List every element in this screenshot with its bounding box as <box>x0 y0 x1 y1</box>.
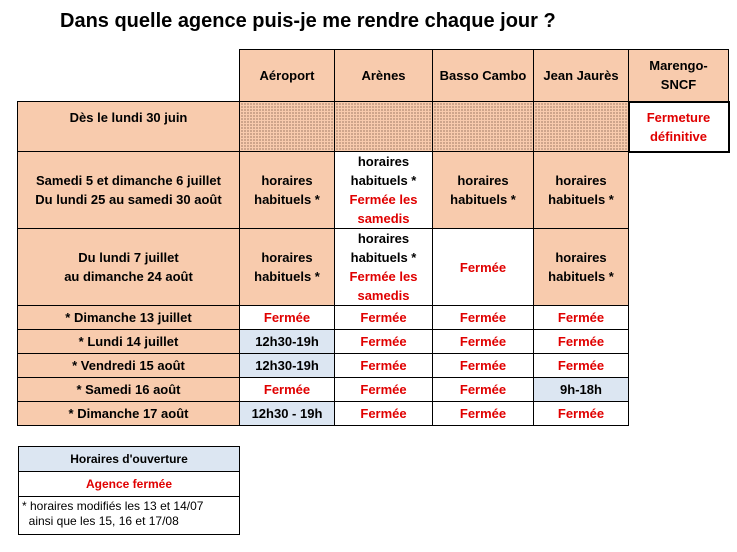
closed-cell: Fermée <box>240 378 335 402</box>
special-hours-cell: 12h30-19h <box>240 354 335 378</box>
row-label-line: Samedi 5 et dimanche 6 juillet <box>36 173 221 188</box>
row-label: * Dimanche 13 juillet <box>18 306 240 330</box>
table-row <box>18 330 729 354</box>
empty-cell <box>629 306 729 330</box>
table-row <box>18 229 729 306</box>
legend-agency-closed: Agence fermée <box>19 472 240 497</box>
closed-cell: Fermée <box>433 354 534 378</box>
empty-cell <box>629 152 729 229</box>
page-title: Dans quelle agence puis-je me rendre chaque jour ? <box>60 10 556 32</box>
footnote-line: ainsi que les 15, 16 et 17/08 <box>22 514 179 528</box>
empty-cell <box>629 229 729 306</box>
table-row <box>18 378 729 402</box>
row-label: * Dimanche 17 août <box>18 402 240 426</box>
header-row <box>18 50 729 102</box>
special-hours-cell: 12h30-19h <box>240 330 335 354</box>
empty-cell <box>629 354 729 378</box>
schedule-table <box>17 49 730 426</box>
hatched-cell <box>433 102 534 152</box>
col-header-arenes: Arènes <box>335 50 433 102</box>
legend-footnote <box>19 497 240 535</box>
hours-text: horaires habituels * <box>350 154 417 188</box>
col-header-aeroport: Aéroport <box>240 50 335 102</box>
table-row <box>18 354 729 378</box>
table-row <box>18 306 729 330</box>
row-label-line: au dimanche 24 août <box>64 269 193 284</box>
row-label <box>18 152 240 229</box>
legend-box <box>18 446 240 535</box>
hours-cell: horaires habituels * <box>240 229 335 306</box>
closed-cell: Fermée <box>534 330 629 354</box>
closed-cell: Fermée <box>433 229 534 306</box>
special-hours-cell: 9h-18h <box>534 378 629 402</box>
hours-cell: horaires habituels * <box>534 229 629 306</box>
footnote-line: * horaires modifiés les 13 et 14/07 <box>22 499 204 513</box>
hours-text: horaires habituels * <box>350 231 417 265</box>
col-header-basso-cambo: Basso Cambo <box>433 50 534 102</box>
row-label: * Lundi 14 juillet <box>18 330 240 354</box>
empty-cell <box>629 402 729 426</box>
corner-cell <box>18 50 240 102</box>
closed-cell: Fermée <box>335 378 433 402</box>
row-label: * Samedi 16 août <box>18 378 240 402</box>
closed-cell: Fermée <box>433 330 534 354</box>
row-label-line: Du lundi 7 juillet <box>78 250 179 265</box>
special-hours-cell: 12h30 - 19h <box>240 402 335 426</box>
closed-cell: Fermée <box>335 354 433 378</box>
empty-cell <box>629 330 729 354</box>
marengo-closure-cell: Fermeture définitive <box>629 102 729 152</box>
col-header-marengo-sncf: Marengo-SNCF <box>629 50 729 102</box>
row-label: Dès le lundi 30 juin <box>18 102 240 152</box>
table-row <box>18 402 729 426</box>
row-label-line: Du lundi 25 au samedi 30 août <box>35 192 222 207</box>
closed-cell: Fermée <box>240 306 335 330</box>
closed-cell: Fermée <box>433 306 534 330</box>
closed-cell: Fermée <box>335 330 433 354</box>
row-label <box>18 229 240 306</box>
table-row <box>18 152 729 229</box>
closed-saturdays-text: Fermée les samedis <box>349 269 418 303</box>
hours-cell <box>335 152 433 229</box>
closed-cell: Fermée <box>534 354 629 378</box>
closed-cell: Fermée <box>335 402 433 426</box>
closed-cell: Fermée <box>335 306 433 330</box>
hours-cell: horaires habituels * <box>240 152 335 229</box>
closed-cell: Fermée <box>433 378 534 402</box>
hours-cell: horaires habituels * <box>534 152 629 229</box>
legend-opening-hours: Horaires d'ouverture <box>19 447 240 472</box>
hatched-cell <box>335 102 433 152</box>
hours-cell: horaires habituels * <box>433 152 534 229</box>
closed-cell: Fermée <box>534 306 629 330</box>
closed-cell: Fermée <box>433 402 534 426</box>
closed-saturdays-text: Fermée les samedis <box>349 192 418 226</box>
hatched-cell <box>534 102 629 152</box>
hatched-cell <box>240 102 335 152</box>
hours-cell <box>335 229 433 306</box>
row-label: * Vendredi 15 août <box>18 354 240 378</box>
empty-cell <box>629 378 729 402</box>
col-header-jean-jaures: Jean Jaurès <box>534 50 629 102</box>
table-row <box>18 102 729 152</box>
closed-cell: Fermée <box>534 402 629 426</box>
